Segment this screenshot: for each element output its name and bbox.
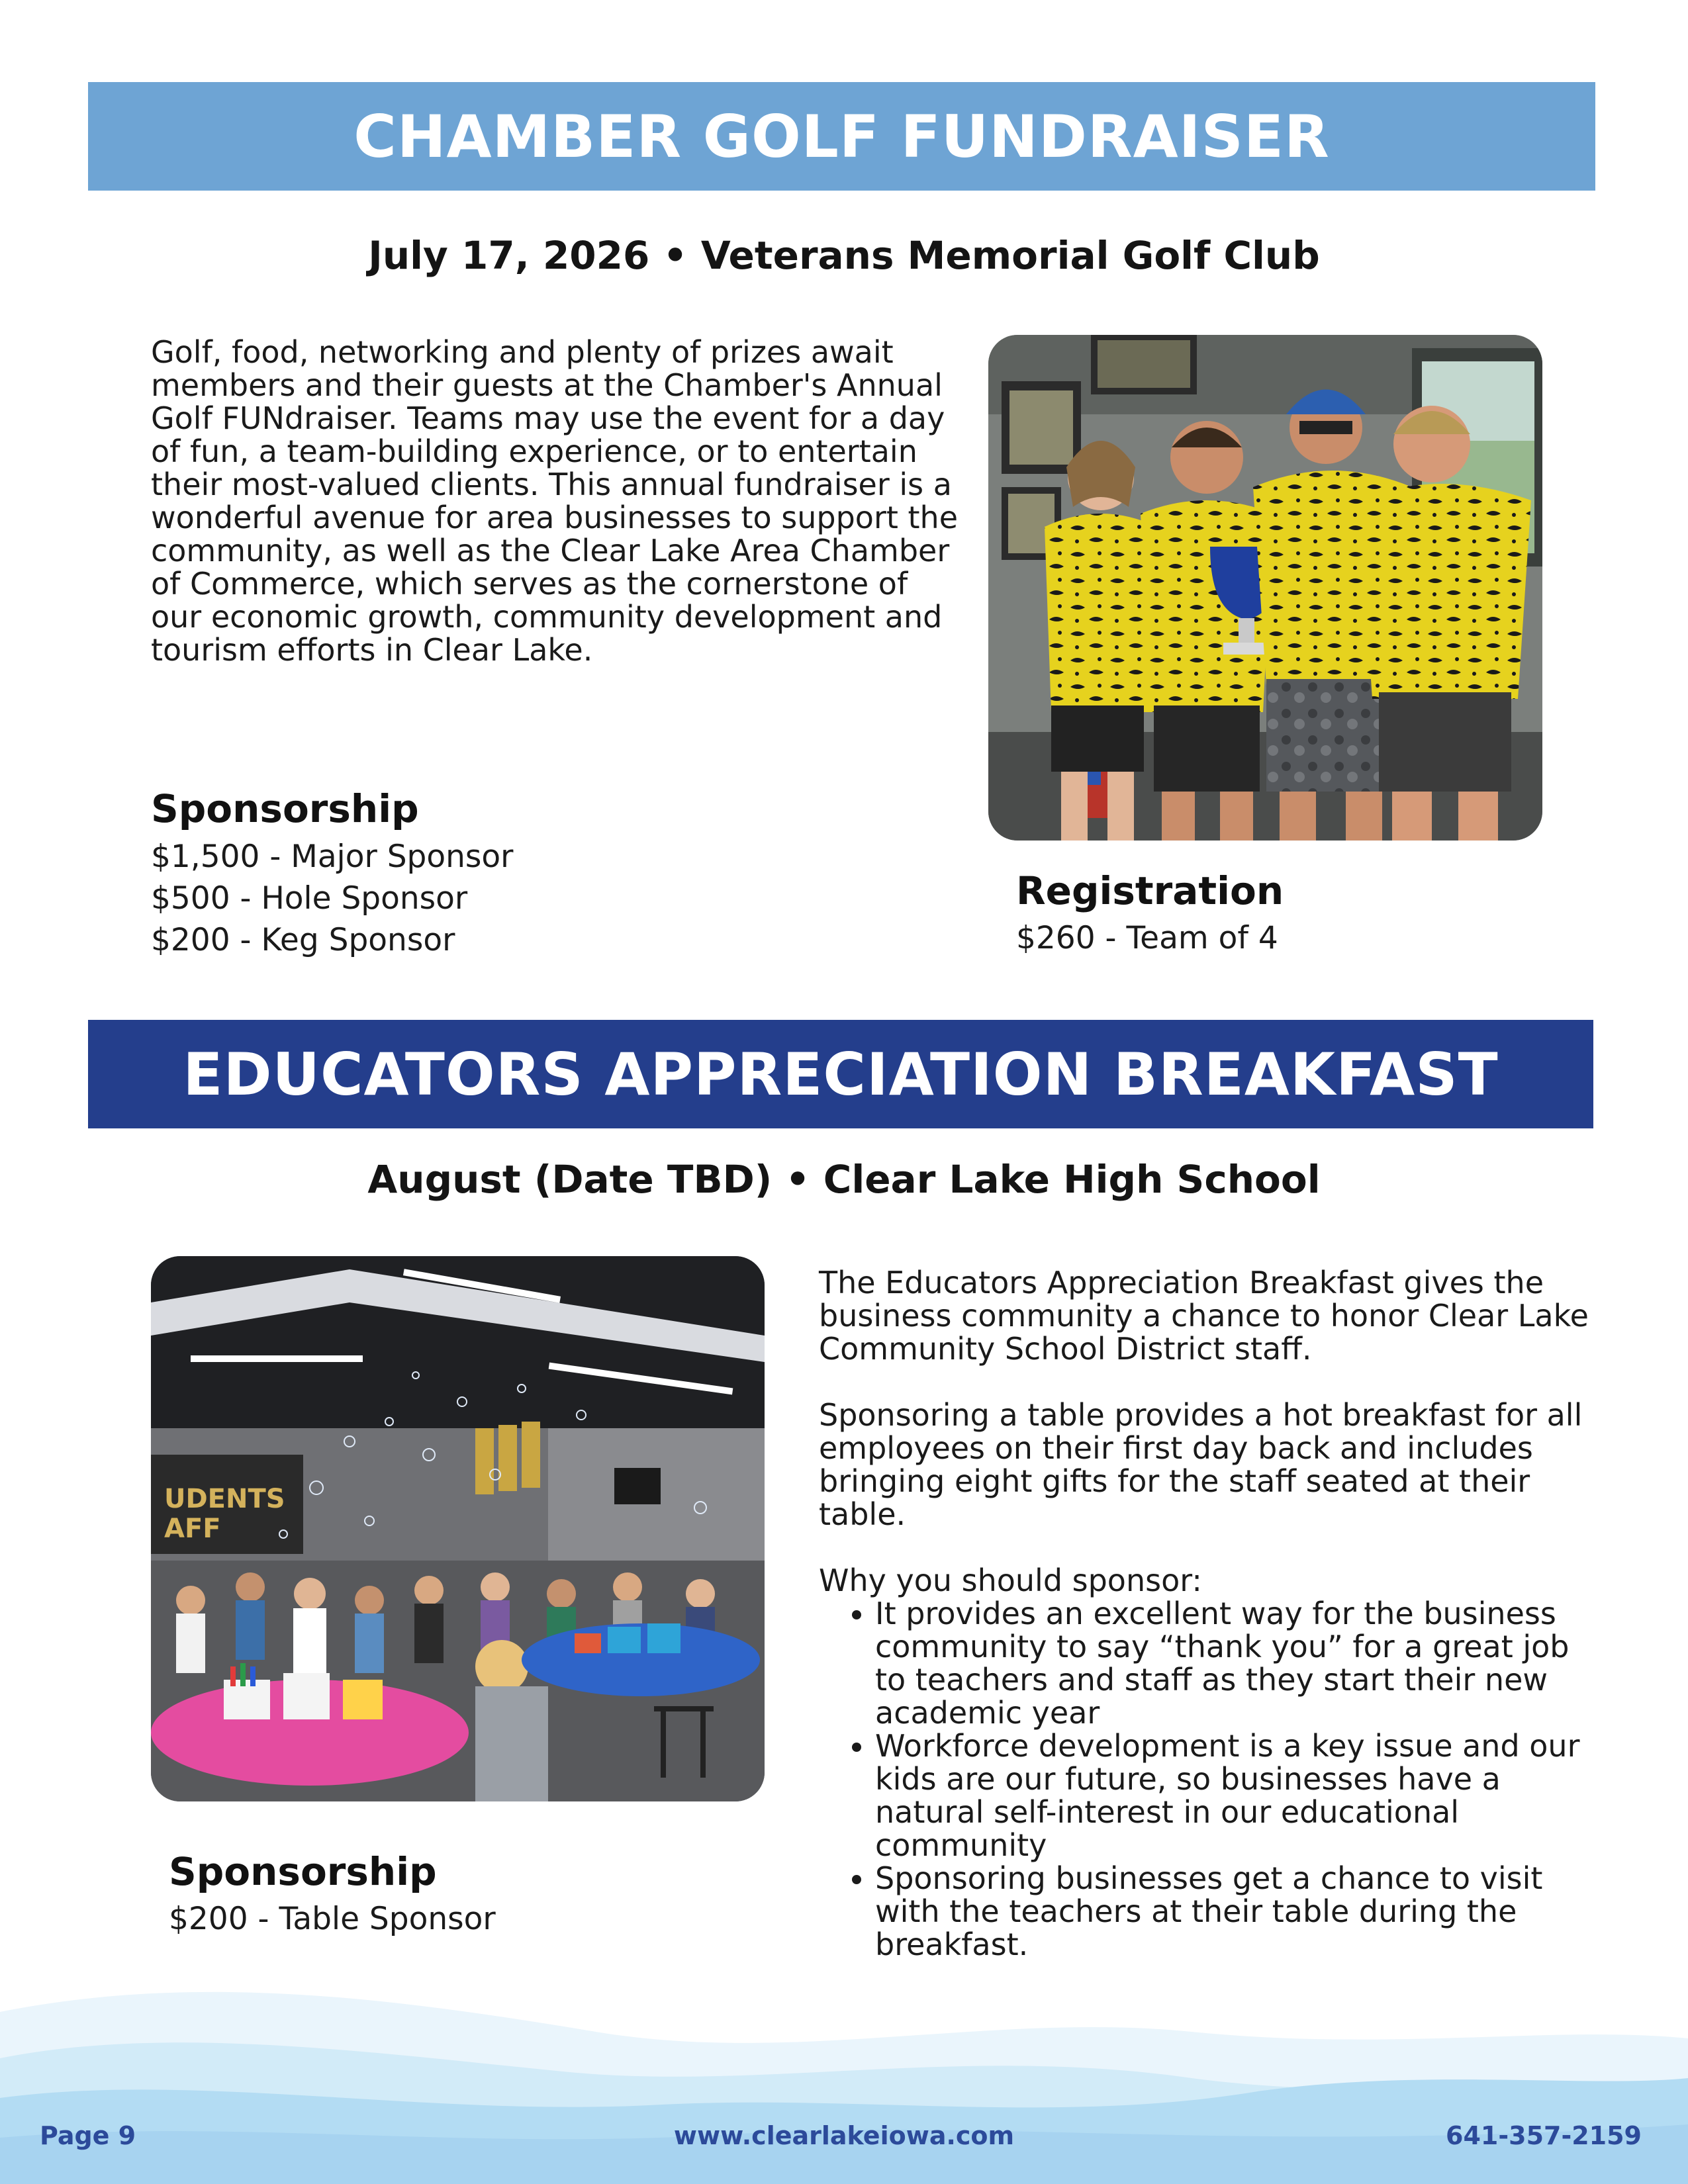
educators-reason-item: • Workforce development is a key issue and our kids are our future, so businesses have a natural self-interest in our educational community xyxy=(875,1729,1600,1862)
educators-breakfast-photo xyxy=(151,1256,765,1801)
svg-text:AFF: AFF xyxy=(164,1514,221,1544)
golf-sponsorship-item: $500 - Hole Sponsor xyxy=(151,880,468,917)
educators-table-info: Sponsoring a table provides a hot breakfast for all employees on their first day back and includes bringing eight gifts for the staff seated at their table. xyxy=(819,1397,1583,1532)
golf-sponsorship-item: $1,500 - Major Sponsor xyxy=(151,839,514,875)
educators-section-banner xyxy=(88,1020,1593,1128)
educators-reasons-list xyxy=(819,1597,1600,1961)
golf-section-title: CHAMBER GOLF FUNDRAISER xyxy=(353,102,1330,171)
educators-sponsorship-heading: Sponsorship xyxy=(169,1849,437,1894)
educators-sponsorship-item: $200 - Table Sponsor xyxy=(169,1901,496,1937)
golf-team-photo xyxy=(988,335,1542,841)
golf-description: Golf, food, networking and plenty of prizes await members and their guests at the Chamber's Annual Golf FUNdraiser. Teams may use the event for a day of fun, a team-building experience, or to entertain their most-valued clients. This annual fundraiser is a wonderful avenue for area businesses to support the community, as well as the Clear Lake Area Chamber of Commerce, which serves as the cornerstone of our economic growth, community development and tourism efforts in Clear Lake. xyxy=(151,334,958,668)
footer-page-number: Page 9 xyxy=(40,2121,136,2150)
footer-wave-decoration xyxy=(0,1972,1688,2184)
educators-details xyxy=(819,1266,1600,1961)
svg-text:UDENTS: UDENTS xyxy=(164,1484,285,1514)
footer-website-link[interactable]: www.clearlakeiowa.com xyxy=(673,2121,1015,2150)
educators-event-date-location: August (Date TBD) • Clear Lake High School xyxy=(367,1157,1321,1202)
golf-section-banner xyxy=(88,82,1595,191)
golf-event-date-location: July 17, 2026 • Veterans Memorial Golf Club xyxy=(368,233,1320,278)
educators-reason-item: • Sponsoring businesses get a chance to visit with the teachers at their table during the breakfast. xyxy=(875,1862,1600,1961)
golf-sponsorship-heading: Sponsorship xyxy=(151,786,419,831)
educators-section-title: EDUCATORS APPRECIATION BREAKFAST xyxy=(183,1040,1499,1109)
golf-registration-fee: $260 - Team of 4 xyxy=(1016,920,1278,956)
educators-intro: The Educators Appreciation Breakfast gives the business community a chance to honor Clear Lake Community School District staff. xyxy=(819,1265,1589,1367)
footer-phone-number: 641-357-2159 xyxy=(1446,2121,1642,2150)
educators-reason-item: • It provides an excellent way for the business community to say “thank you” for a great job to teachers and staff as they start their new academic year xyxy=(875,1597,1600,1729)
golf-registration-heading: Registration xyxy=(1016,868,1284,913)
educators-why-heading: Why you should sponsor: xyxy=(819,1563,1202,1598)
golf-sponsorship-item: $200 - Keg Sponsor xyxy=(151,922,455,958)
